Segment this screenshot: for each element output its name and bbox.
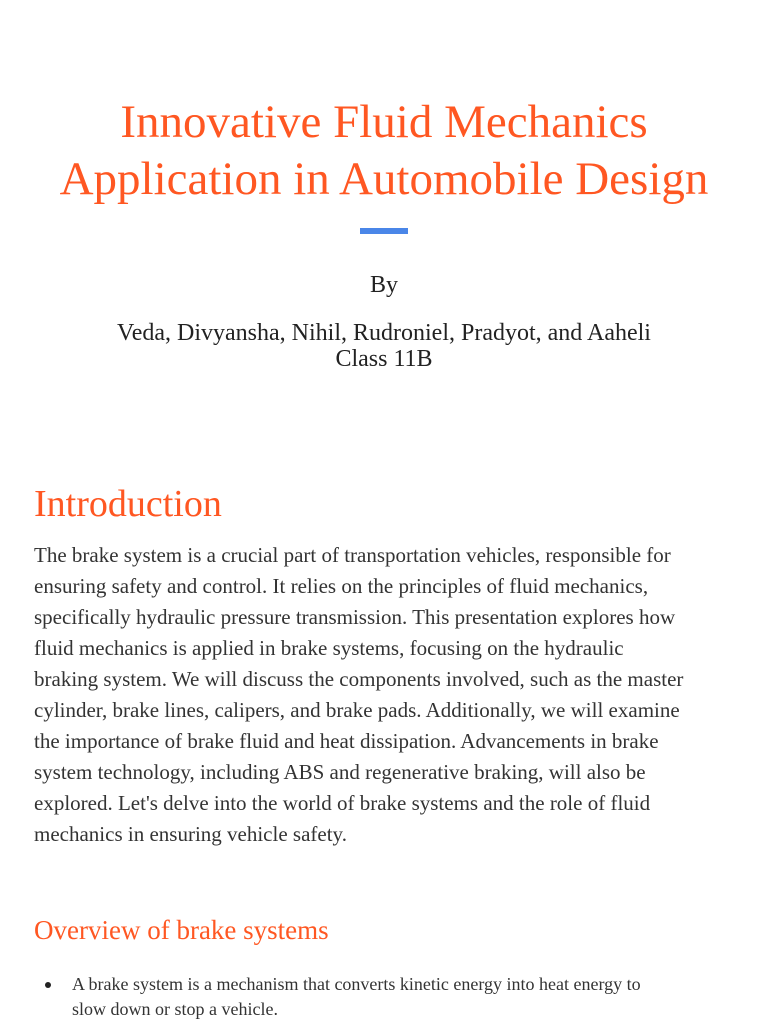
- intro-line: cylinder, brake lines, calipers, and brake pads. Additionally, we will examine: [34, 698, 680, 722]
- byline: By: [369, 272, 398, 298]
- intro-line: mechanics in ensuring vehicle safety.: [34, 822, 347, 846]
- overview-bullet-list: [34, 972, 734, 1022]
- document-title: [0, 94, 768, 208]
- bullet-dot-icon: [45, 982, 51, 988]
- title-line-1: Innovative Fluid Mechanics: [120, 96, 648, 148]
- introduction-paragraph: [34, 540, 734, 850]
- intro-line: The brake system is a crucial part of transportation vehicles, responsible for: [34, 543, 671, 567]
- intro-line: the importance of brake fluid and heat dissipation. Advancements in brake: [34, 729, 659, 753]
- authors-block: [0, 320, 768, 372]
- introduction-heading: Introduction: [34, 483, 222, 525]
- intro-line: ensuring safety and control. It relies on the principles of fluid mechanics,: [34, 574, 649, 598]
- overview-heading: Overview of brake systems: [34, 915, 329, 945]
- author-names: Veda, Divyansha, Nihil, Rudroniel, Pradyot, and Aaheli: [117, 320, 651, 346]
- list-item: [34, 972, 734, 1022]
- intro-line: specifically hydraulic pressure transmission. This presentation explores how: [34, 605, 676, 629]
- intro-line: system technology, including ABS and regenerative braking, will also be: [34, 760, 646, 784]
- title-line-2: Application in Automobile Design: [59, 153, 709, 205]
- title-divider: [360, 228, 408, 234]
- intro-line: braking system. We will discuss the components involved, such as the master: [34, 667, 684, 691]
- intro-line: fluid mechanics is applied in brake systems, focusing on the hydraulic: [34, 636, 624, 660]
- bullet-text-line-2: slow down or stop a vehicle.: [72, 999, 278, 1019]
- intro-line: explored. Let's delve into the world of brake systems and the role of fluid: [34, 791, 651, 815]
- bullet-text-line-1: A brake system is a mechanism that converts kinetic energy into heat energy to: [72, 974, 641, 994]
- class-label: Class 11B: [335, 346, 433, 372]
